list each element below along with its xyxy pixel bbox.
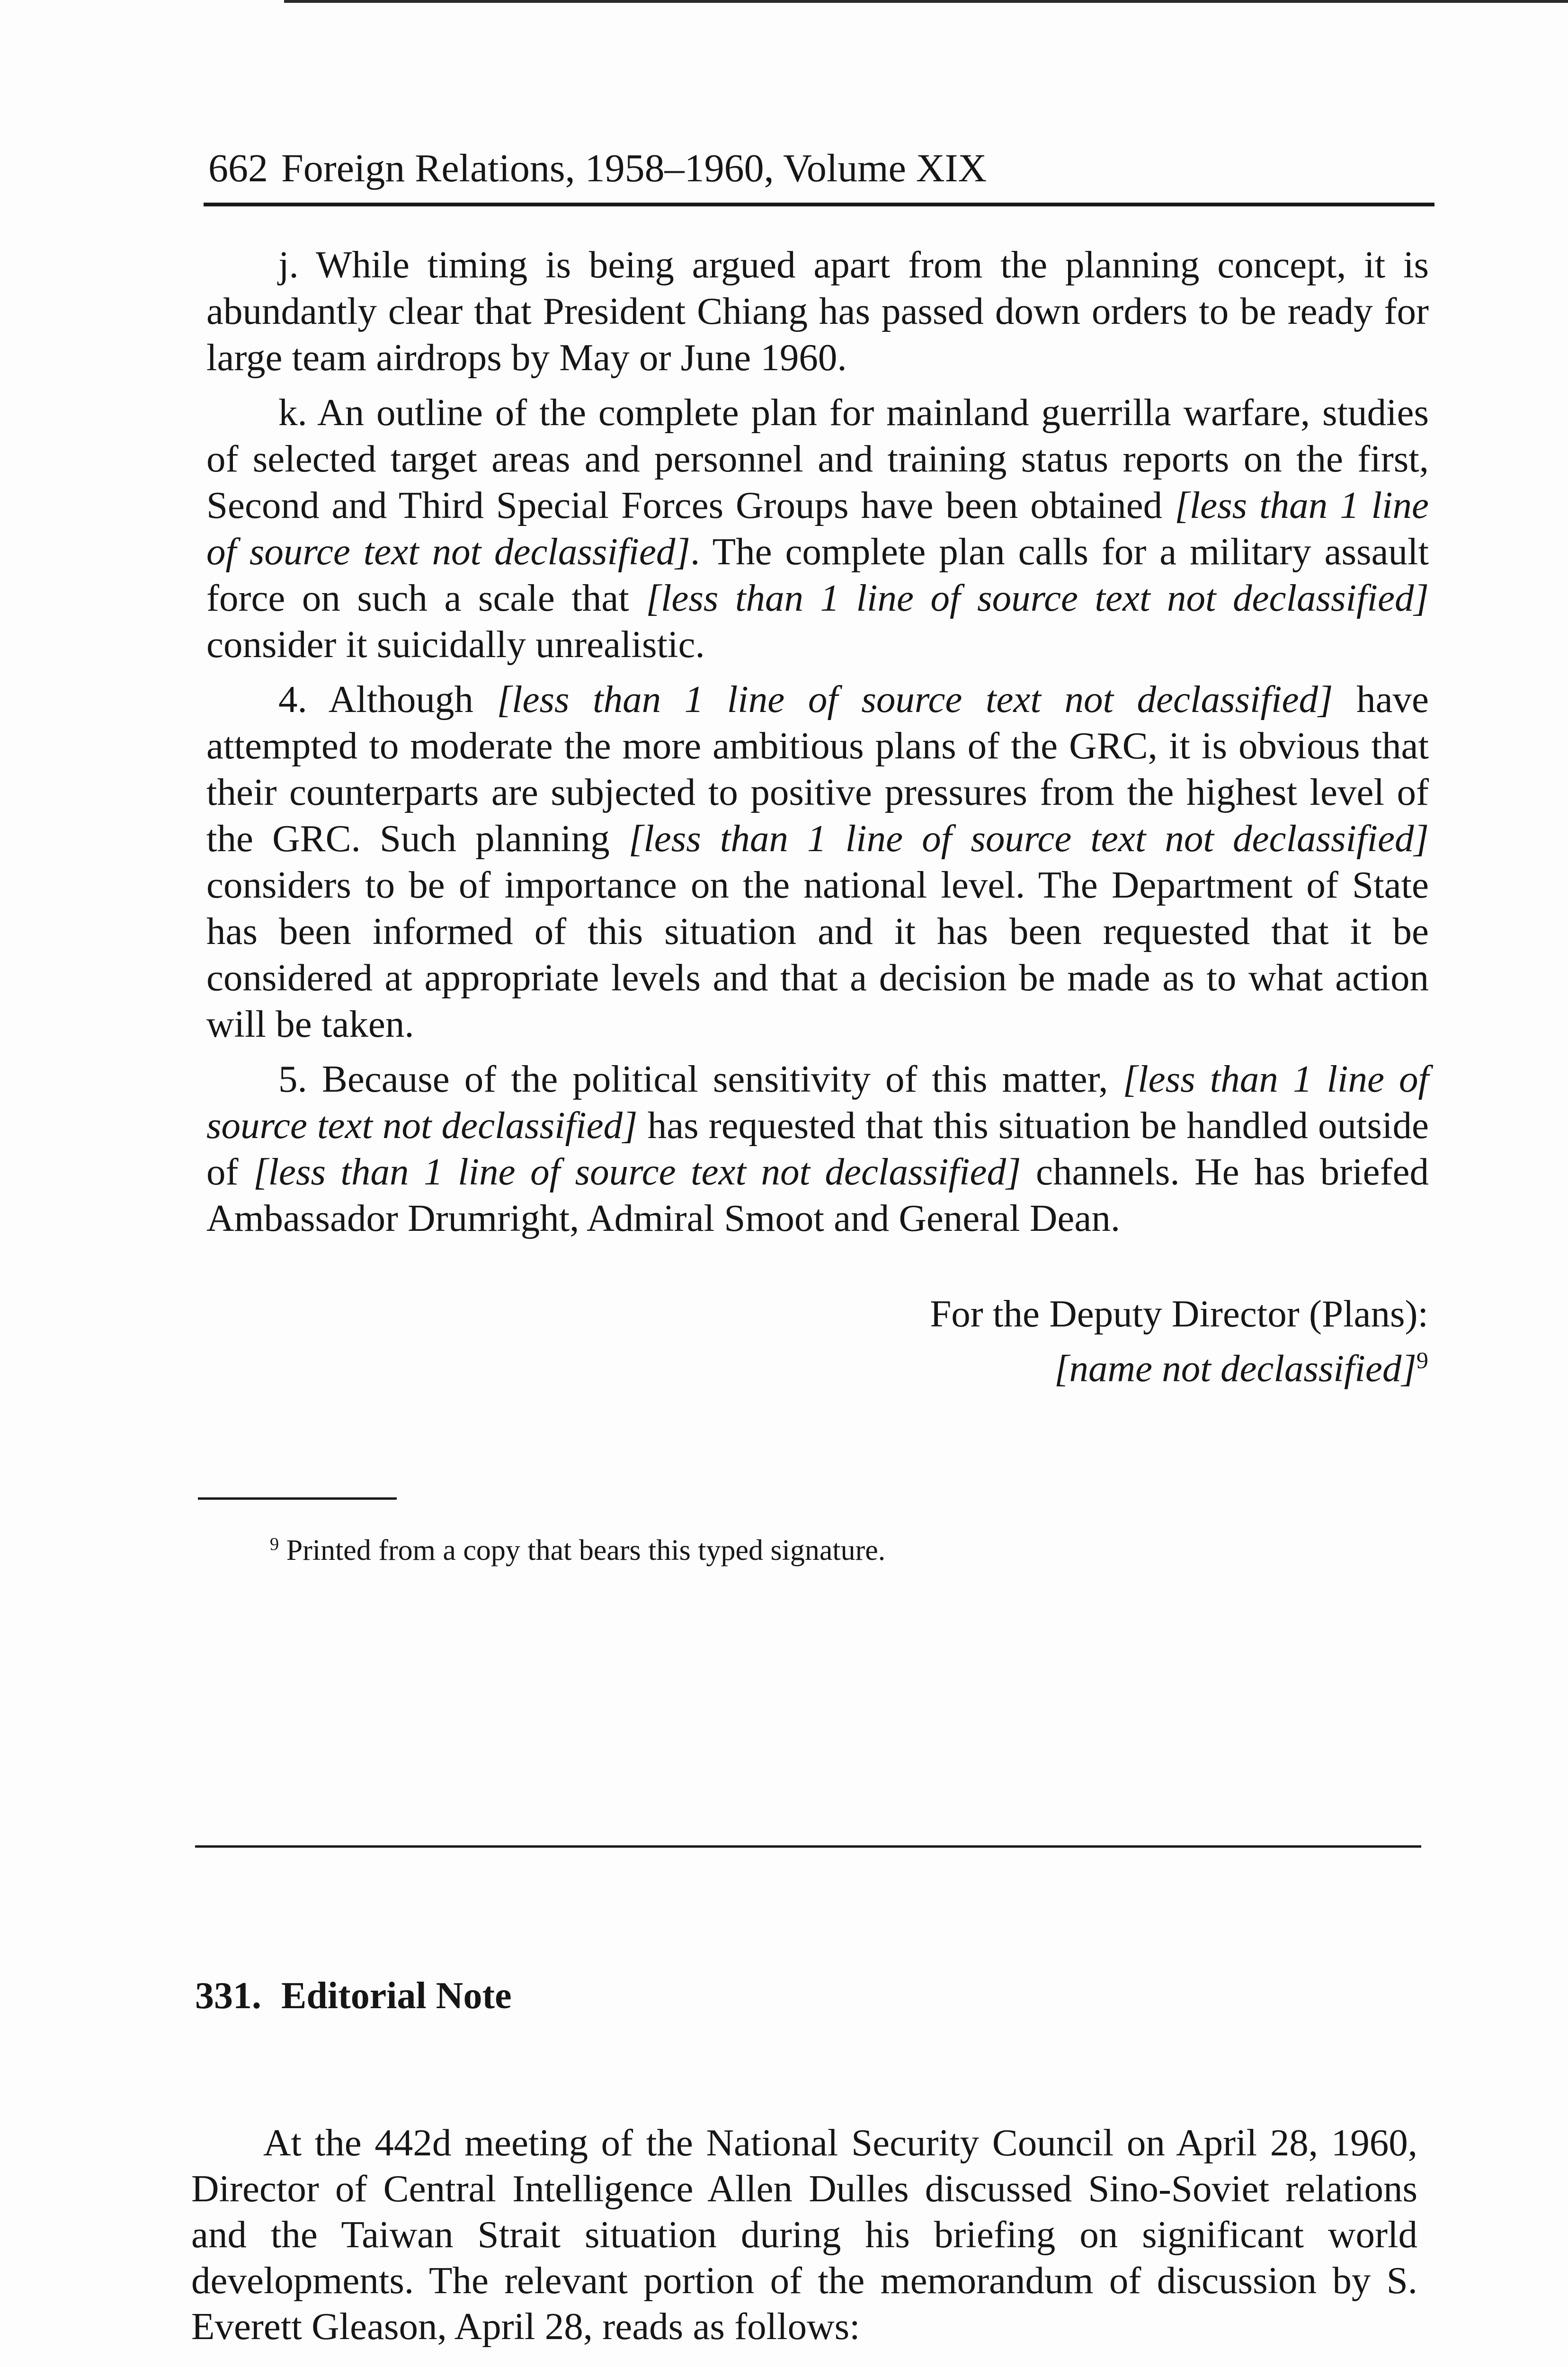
- editorial-paragraph: At the 442d meeting of the National Security Council on April 28, 1960, Director of Central Intelligence Allen Dulles discussed Sino-Soviet relations and the Taiwan Strait situation during his briefing on significant world developments. The relevant portion of the memorandum of discussion by S. Everett Gleason, April 28, reads as follows:: [191, 2121, 1417, 2348]
- redaction-note: [less than 1 line of source text not declassified]: [253, 1150, 1021, 1193]
- redaction-note: [less than 1 line of source text not declassified]: [206, 1058, 1429, 1147]
- top-border-rule: [284, 0, 1568, 3]
- section-heading: [195, 1972, 512, 2020]
- paragraph-j: j. While timing is being argued apart from the planning concept, it is abundantly clear that President Chiang has passed down orders to be ready for large team airdrops by May or June 1960.: [206, 243, 1429, 379]
- page-number: 662: [208, 146, 268, 190]
- header-rule: [204, 203, 1434, 206]
- footnote-reference: 9: [1416, 1347, 1428, 1373]
- volume-title: Foreign Relations, 1958–1960, Volume XIX: [281, 146, 987, 190]
- paragraph-4: 4. Although [less than 1 line of source text not declassified] have attempted to moderate the more ambitious plans of the GRC, it is obvious that their counterparts are subjected to positive pressures from the highest level of the GRC. Such planning [less than 1 line of source text not declassified] considers to be of importance on the national level. The Department of State has been informed of this situation and it has been requested that it be considered at appropriate levels and that a decision be made as to what action will be taken.: [206, 678, 1429, 1045]
- paragraph-k: k. An outline of the complete plan for mainland guerrilla warfare, studies of selected target areas and personnel and training status reports on the first, Second and Third Special Forces Groups have been obtained [less than 1 line of source text not declassified]. The complete plan calls for a military assault force on such a scale that [less than 1 line of source text not declassified] consider it suicidally unrealistic.: [206, 391, 1429, 666]
- redaction-note: [less than 1 line of source text not declassified]: [646, 577, 1429, 619]
- signature-line: For the Deputy Director (Plans):: [930, 1292, 1428, 1335]
- footnote-text: Printed from a copy that bears this typed signature.: [286, 1534, 886, 1567]
- signature-block: [930, 1290, 1428, 1392]
- redaction-note: [less than 1 line of source text not declassified]: [206, 484, 1429, 573]
- section-divider: [195, 1845, 1421, 1848]
- section-number: 331.: [195, 1975, 261, 2017]
- footnote-rule: [198, 1497, 397, 1500]
- footnote: [270, 1525, 885, 1569]
- redaction-note: [less than 1 line of source text not declassified]: [497, 678, 1333, 721]
- editorial-body: [191, 2120, 1417, 2358]
- signature-name: [name not declassified]$^9$: [1054, 1347, 1428, 1390]
- footnote-marker: 9: [270, 1534, 279, 1554]
- paragraph-5: 5. Because of the political sensitivity of this matter, [less than 1 line of source text not declassified] has requested that this situation be handled outside of [less than 1 line of source text not declassified] channels. He has briefed Ambassador Drumright, Admiral Smoot and General Dean.: [206, 1058, 1429, 1239]
- redaction-note: [less than 1 line of source text not declassified]: [628, 817, 1429, 860]
- running-head: [208, 142, 1434, 195]
- section-title: Editorial Note: [281, 1975, 512, 2017]
- document-body: [206, 241, 1429, 1250]
